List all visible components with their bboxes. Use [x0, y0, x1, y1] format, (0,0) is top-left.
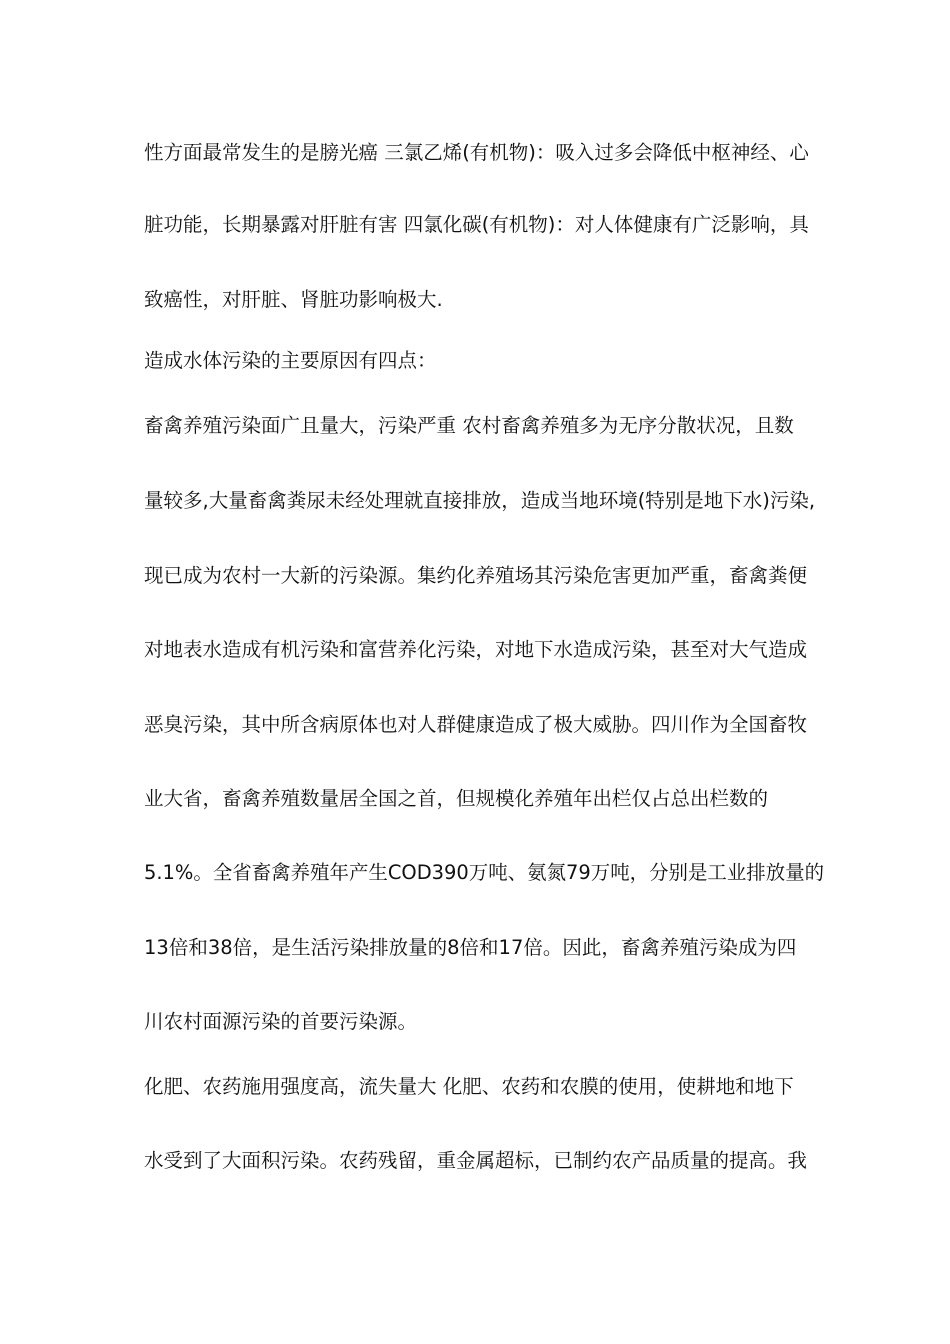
text-line: 性方面最常发生的是膀光癌 三氯乙烯(有机物)：吸入过多会降低中枢神经、心 [144, 141, 809, 164]
text-line: 13倍和38倍，是生活污染排放量的8倍和17倍。因此，畜禽养殖污染成为四 [144, 936, 797, 959]
text-line: 化肥、农药施用强度高，流失量大 化肥、农药和农膜的使用，使耕地和地下 [144, 1075, 794, 1098]
text-line: 业大省，畜禽养殖数量居全国之首，但规模化养殖年出栏仅占总出栏数的 [144, 787, 769, 810]
text-line: 水受到了大面积污染。农药残留，重金属超标，已制约农产品质量的提高。我 [144, 1149, 808, 1172]
text-line: 致癌性，对肝脏、肾脏功影响极大. [144, 288, 443, 311]
text-line: 对地表水造成有机污染和富营养化污染，对地下水造成污染，甚至对大气造成 [144, 638, 808, 661]
text-line: 畜禽养殖污染面广且量大，污染严重 农村畜禽养殖多为无序分散状况，且数 [144, 414, 794, 437]
text-line: 川农村面源污染的首要污染源。 [144, 1010, 418, 1033]
text-line: 恶臭污染，其中所含病原体也对人群健康造成了极大威胁。四川作为全国畜牧 [144, 713, 808, 736]
text-line: 现已成为农村一大新的污染源。集约化养殖场其污染危害更加严重，畜禽粪便 [144, 564, 808, 587]
text-line: 量较多,大量畜禽粪尿未经处理就直接排放，造成当地环境(特别是地下水)污染, [144, 489, 816, 512]
text-line: 脏功能，长期暴露对肝脏有害 四氯化碳(有机物)：对人体健康有广泛影响，具 [144, 213, 809, 236]
text-line: 造成水体污染的主要原因有四点： [144, 349, 437, 372]
text-line: 5.1%。全省畜禽养殖年产生COD390万吨、氨氮79万吨，分别是工业排放量的 [144, 861, 825, 884]
